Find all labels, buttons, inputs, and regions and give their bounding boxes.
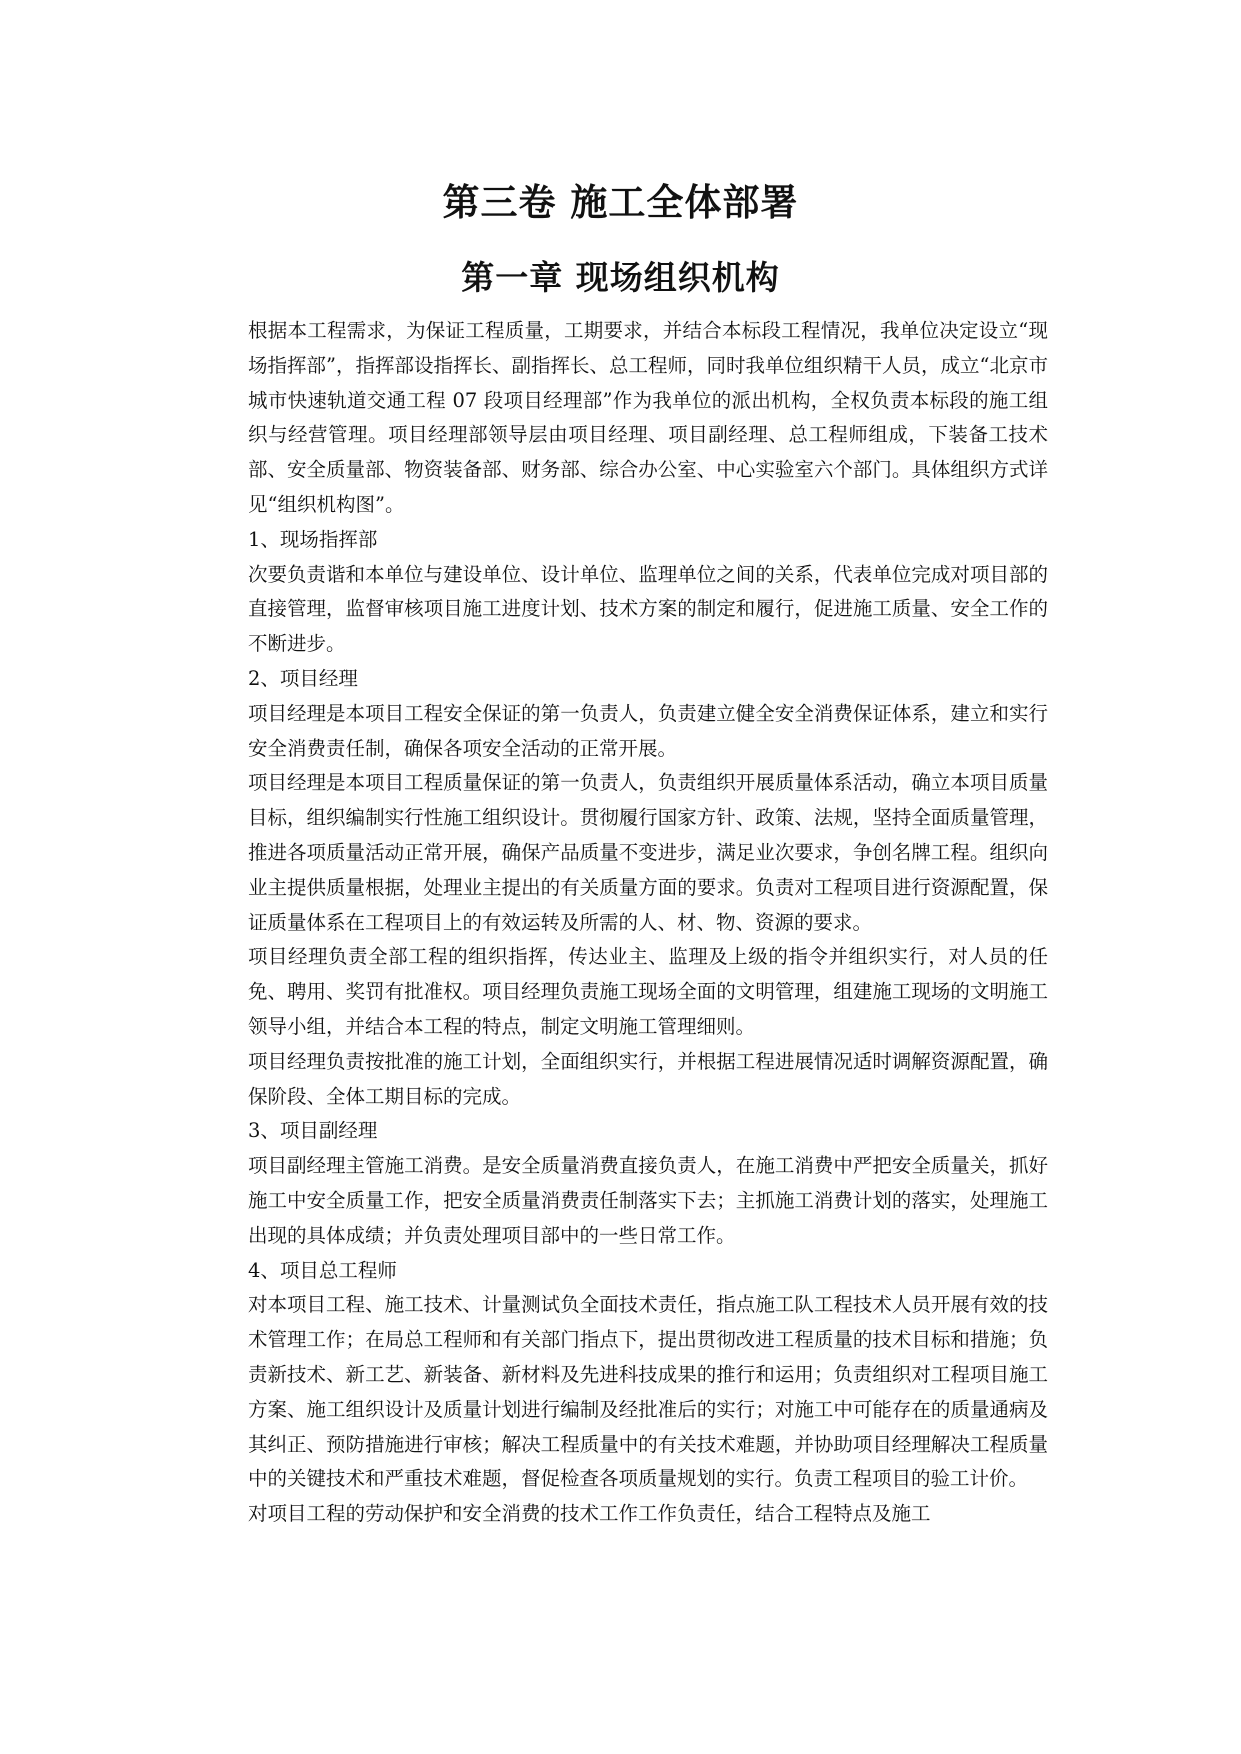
chief-engineer-paragraph: 对本项目工程、施工技术、计量测试负全面技术责任，指点施工队工程技术人员开展有效的技术管理工作；在局总工程师和有关部门指点下，提出贯彻改进工程质量的技术目标和措施；负责新技术、新工艺、新装备、新材料及先进科技成果的推行和运用；负责组织对工程项目施工方案、施工组织设计及质量计划进行编制及经批准后的实行；对施工中可能存在的质量通病及其纠正、预防措施进行审核；解决工程质量中的有关技术难题，并协助项目经理解决工程质量中的关键技术和严重技术难题，督促检查各项质量规划的实行。负责工程项目的验工计价。 [248, 1293, 1048, 1491]
volume-title: 第三卷 施工全体部署 [442, 181, 799, 224]
section-heading-chief-engineer: 4、项目总工程师 [248, 1258, 397, 1282]
section-heading-deputy-manager: 3、项目副经理 [248, 1119, 378, 1143]
chapter-title: 第一章 现场组织机构 [461, 258, 780, 297]
section-heading-command-post: 1、现场指挥部 [248, 527, 378, 551]
project-manager-safety-paragraph: 项目经理是本项目工程安全保证的第一负责人，负责建立健全安全消费保证体系，建立和实行安全消费责任制，确保各项安全活动的正常开展。 [248, 701, 1048, 760]
project-manager-quality-paragraph: 项目经理是本项目工程质量保证的第一负责人，负责组织开展质量体系活动，确立本项目质量目标，组织编制实行性施工组织设计。贯彻履行国家方针、政策、法规，坚持全面质量管理，推进各项质量活动正常开展，确保产品质量不变进步，满足业次要求，争创名牌工程。组织向业主提供质量根据，处理业主提出的有关质量方面的要求。负责对工程项目进行资源配置，保证质量体系在工程项目上的有效运转及所需的人、材、物、资源的要求。 [248, 771, 1048, 934]
deputy-manager-paragraph: 项目副经理主管施工消费。是安全质量消费直接负责人，在施工消费中严把安全质量关，抓好施工中安全质量工作，把安全质量消费责任制落实下去；主抓施工消费计划的落实，处理施工出现的具体成绩；并负责处理项目部中的一些日常工作。 [248, 1154, 1048, 1247]
chief-engineer-safety-paragraph: 对项目工程的劳动保护和安全消费的技术工作工作负责任，结合工程特点及施工 [248, 1502, 931, 1526]
document-body [248, 314, 1048, 1532]
project-manager-schedule-paragraph: 项目经理负责按批准的施工计划，全面组织实行，并根据工程进展情况适时调解资源配置，确保阶段、全体工期目标的完成。 [248, 1049, 1048, 1108]
section-heading-project-manager: 2、项目经理 [248, 666, 358, 690]
command-post-paragraph: 次要负责谐和本单位与建设单位、设计单位、监理单位之间的关系，代表单位完成对项目部的直接管理，监督审核项目施工进度计划、技术方案的制定和履行，促进施工质量、安全工作的不断进步。 [248, 562, 1048, 656]
project-manager-command-paragraph: 项目经理负责全部工程的组织指挥，传达业主、监理及上级的指令并组织实行，对人员的任免、聘用、奖罚有批准权。项目经理负责施工现场全面的文明管理，组建施工现场的文明施工领导小组，并结合本工程的特点，制定文明施工管理细则。 [248, 945, 1048, 1038]
intro-paragraph: 根据本工程需求，为保证工程质量，工期要求，并结合本标段工程情况，我单位决定设立“现场指挥部”，指挥部设指挥长、副指挥长、总工程师，同时我单位组织精干人员，成立“北京市城市快速轨道交通工程 07 段项目经理部”作为我单位的派出机构，全权负责本标段的施工组织与经营管理。项目经理部领导层由项目经理、项目副经理、总工程师组成，下装备工技术部、安全质量部、物资装备部、财务部、综合办公室、中心实验室六个部门。具体组织方式详见“组织机构图”。 [248, 319, 1048, 516]
